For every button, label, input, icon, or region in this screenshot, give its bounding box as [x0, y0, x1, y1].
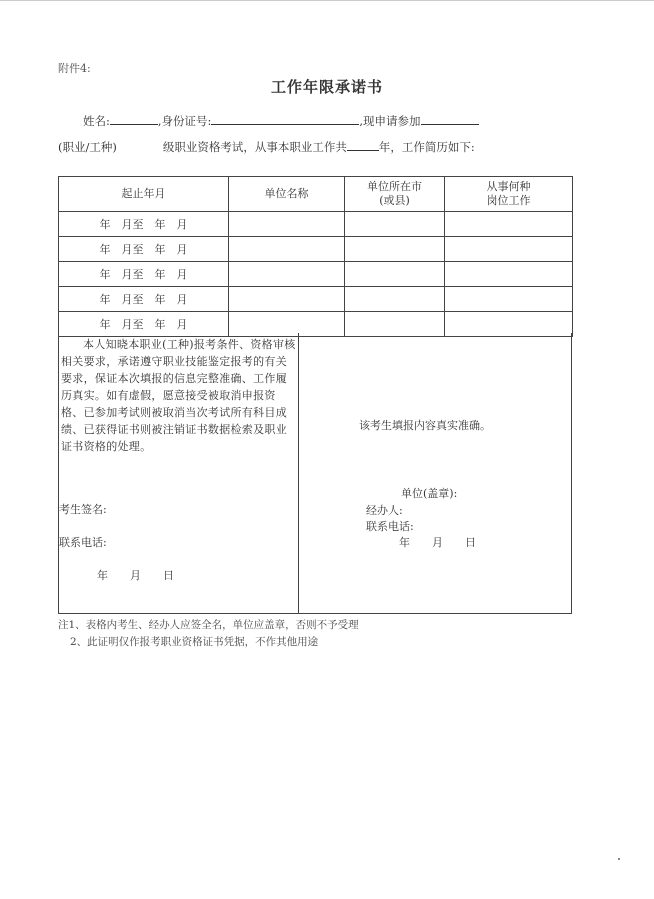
table-header-row — [59, 177, 573, 212]
unit-city-cell[interactable] — [345, 212, 445, 237]
header-unit-city: 单位所在市 (或县) — [345, 177, 445, 212]
note-1: 注1、表格内考生、经办人应签全名，单位应盖章，否则不予受理 — [58, 619, 359, 631]
apply-label: ,现申请参加 — [359, 114, 421, 128]
unit-name-cell[interactable] — [229, 262, 345, 287]
work-history-table — [58, 176, 573, 337]
applicant-signature-label: 考生签名: — [59, 503, 107, 516]
period-cell: 年 月至 年 月 — [59, 312, 229, 337]
commitment-section — [58, 333, 572, 614]
position-cell[interactable] — [445, 212, 573, 237]
applicant-date-label: 年 月 日 — [97, 569, 174, 582]
unit-city-cell[interactable] — [345, 237, 445, 262]
attachment-label: 附件4: — [58, 62, 91, 75]
period-cell: 年 月至 年 月 — [59, 237, 229, 262]
years-field[interactable] — [347, 139, 379, 151]
period-cell: 年 月至 年 月 — [59, 262, 229, 287]
position-cell[interactable] — [445, 262, 573, 287]
unit-date-label: 年 月 日 — [399, 536, 476, 549]
unit-phone-label: 联系电话: — [366, 520, 414, 533]
unit-city-cell[interactable] — [345, 287, 445, 312]
table-row — [59, 212, 573, 237]
exam-field[interactable] — [421, 113, 479, 125]
header-position: 从事何种 岗位工作 — [445, 177, 573, 212]
header-period: 起止年月 — [59, 177, 229, 212]
applicant-commitment-box — [58, 333, 299, 614]
name-field[interactable] — [110, 113, 158, 125]
verification-statement: 该考生填报内容真实准确。 — [359, 419, 491, 432]
header-unit-name: 单位名称 — [229, 177, 345, 212]
table-row — [59, 287, 573, 312]
unit-verification-box — [299, 333, 572, 614]
table-row — [59, 237, 573, 262]
period-cell: 年 月至 年 月 — [59, 212, 229, 237]
position-cell[interactable] — [445, 287, 573, 312]
level-text: 级职业资格考试，从事本职业工作共 — [162, 140, 347, 154]
unit-name-cell[interactable] — [229, 237, 345, 262]
unit-name-cell[interactable] — [229, 212, 345, 237]
page-top-edge — [0, 0, 654, 5]
header-line-1 — [83, 113, 479, 129]
scan-speck — [618, 858, 620, 860]
years-text: 年，工作简历如下: — [378, 140, 475, 154]
position-cell[interactable] — [445, 237, 573, 262]
unit-name-cell[interactable] — [229, 287, 345, 312]
note-2: 2、此证明仅作报考职业资格证书凭据，不作其他用途 — [70, 636, 319, 648]
id-label: ,身份证号: — [157, 114, 212, 128]
applicant-phone-label: 联系电话: — [59, 536, 107, 549]
document-title: 工作年限承诺书 — [270, 78, 383, 96]
table-row — [59, 262, 573, 287]
name-label: 姓名: — [83, 114, 110, 128]
commitment-text: 本人知晓本职业(工种)报考条件、资格审核相关要求，承诺遵守职业技能鉴定报考的有关要求，保证本次填报的信息完整准确、工作履历真实。如有虚假，愿意接受被取消申报资格、已参加考试则被取消当次考试所有科目成绩、已获得证书则被注销证书数据检索及职业证书资格的处理。 — [61, 338, 296, 453]
header-line-2 — [58, 139, 475, 155]
handler-label: 经办人: — [366, 504, 403, 517]
unit-seal-label: 单位(盖章): — [401, 487, 458, 500]
unit-city-cell[interactable] — [345, 262, 445, 287]
id-number-field[interactable] — [211, 113, 359, 125]
period-cell: 年 月至 年 月 — [59, 287, 229, 312]
occupation-label: (职业/工种) — [58, 140, 117, 154]
